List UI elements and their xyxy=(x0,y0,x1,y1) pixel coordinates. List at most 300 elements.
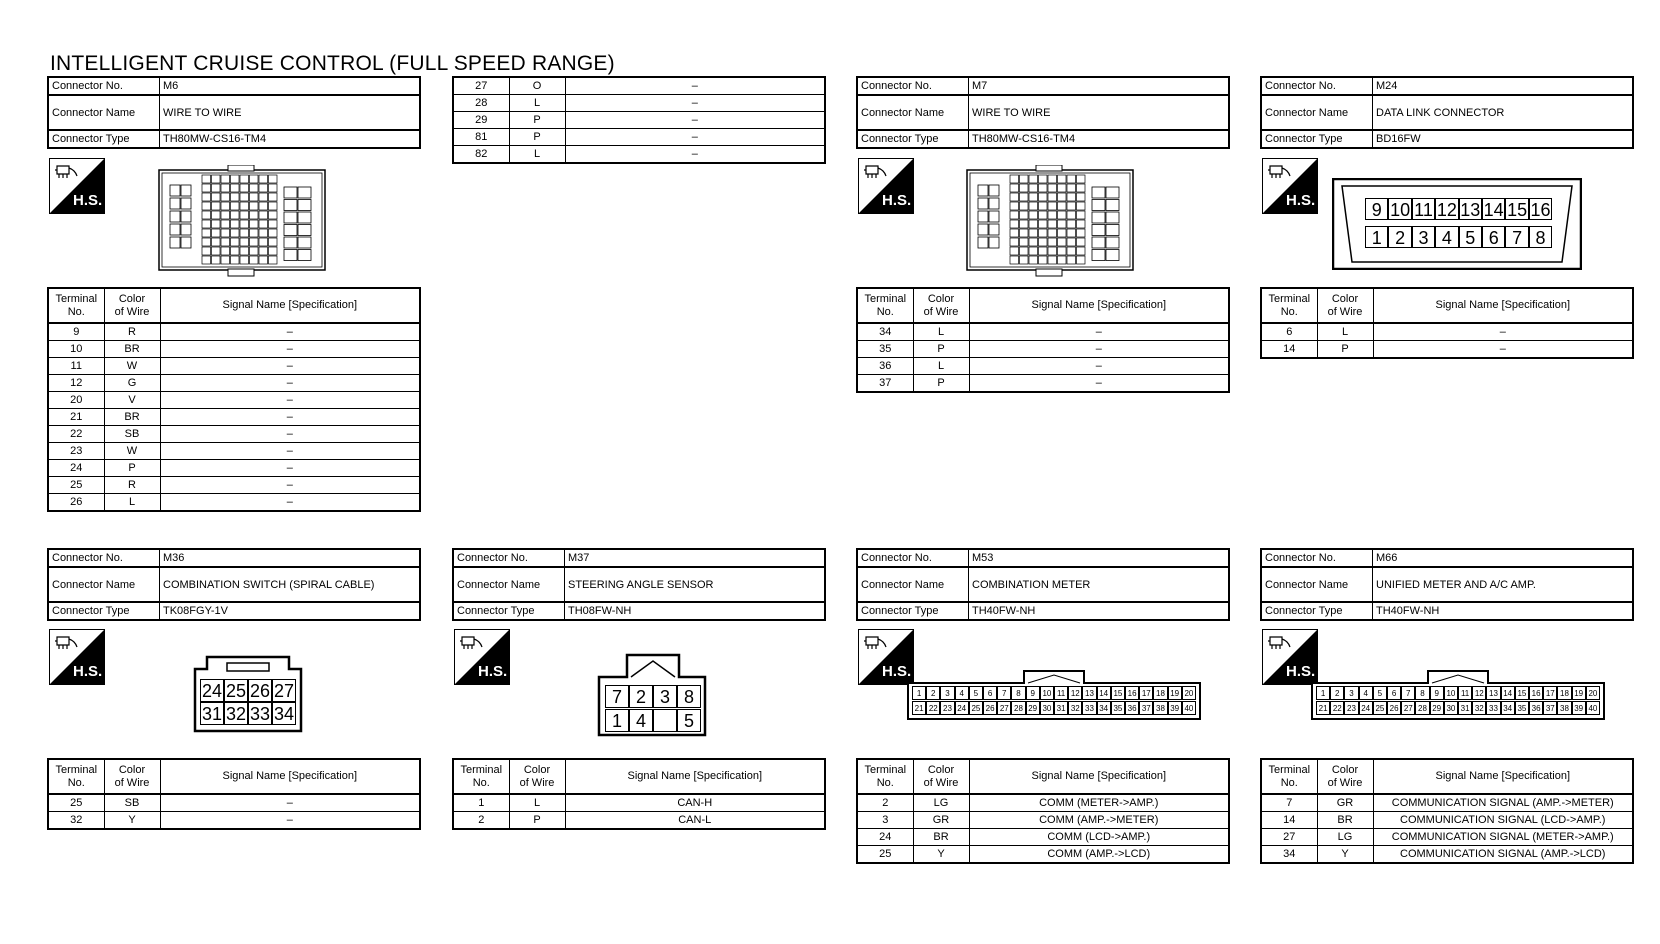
terminal-no-header: Terminal No. xyxy=(48,759,104,794)
pin-18: 18 xyxy=(1153,686,1167,700)
pin-31: 31 xyxy=(1458,701,1472,715)
signal-table-m36 xyxy=(47,758,421,830)
connector-name-label: Connector Name xyxy=(453,567,565,602)
connector-no-value: M36 xyxy=(160,549,421,567)
signal-name: – xyxy=(969,358,1229,375)
table-row xyxy=(1261,341,1633,359)
signal-name: – xyxy=(160,323,420,341)
pin-1: 1 xyxy=(1316,686,1330,700)
signal-name: CAN-H xyxy=(565,794,825,812)
table-row xyxy=(857,812,1229,829)
table-row xyxy=(453,77,825,95)
pin-38: 38 xyxy=(1153,701,1167,715)
signal-table-m53 xyxy=(856,758,1230,864)
pin-1: 1 xyxy=(912,686,926,700)
terminal-no: 24 xyxy=(48,460,104,477)
pin-12: 12 xyxy=(1472,686,1486,700)
pin-21: 21 xyxy=(912,701,926,715)
signal-name-header: Signal Name [Specification] xyxy=(565,759,825,794)
harness-side-icon xyxy=(454,629,510,685)
connector-type-value: TH80MW-CS16-TM4 xyxy=(160,130,421,148)
terminal-no: 24 xyxy=(857,829,913,846)
terminal-no-header: Terminal No. xyxy=(857,288,913,323)
pin-27: 27 xyxy=(1401,701,1415,715)
table-row xyxy=(48,794,420,812)
color-of-wire-header: Color of Wire xyxy=(1317,288,1373,323)
terminal-no: 14 xyxy=(1261,812,1317,829)
pin-37: 37 xyxy=(1139,701,1153,715)
terminal-no: 81 xyxy=(453,129,509,146)
table-row xyxy=(48,323,420,341)
pin-10: 10 xyxy=(1040,686,1054,700)
connector-no-label: Connector No. xyxy=(1261,549,1373,567)
pin-22: 22 xyxy=(926,701,940,715)
pin-5: 5 xyxy=(1373,686,1387,700)
pin-24: 24 xyxy=(1359,701,1373,715)
pin-33: 33 xyxy=(1082,701,1096,715)
connector-info-m37 xyxy=(452,548,826,621)
connector-info-table xyxy=(1260,76,1634,149)
signal-name: COMMUNICATION SIGNAL (AMP.->LCD) xyxy=(1373,846,1633,864)
wire-color: V xyxy=(104,392,160,409)
pin-10: 10 xyxy=(1390,200,1411,220)
connector-info-m7 xyxy=(856,76,1230,149)
pin-23: 23 xyxy=(1344,701,1358,715)
terminal-no: 36 xyxy=(857,358,913,375)
wire-color: P xyxy=(104,460,160,477)
pin-29: 29 xyxy=(1026,701,1040,715)
pin-empty xyxy=(653,709,677,732)
signal-name: – xyxy=(160,341,420,358)
terminal-no: 25 xyxy=(857,846,913,864)
table-row xyxy=(857,794,1229,812)
signal-name: – xyxy=(160,358,420,375)
connector-no-label: Connector No. xyxy=(857,549,969,567)
terminal-no: 35 xyxy=(857,341,913,358)
pin-13: 13 xyxy=(1082,686,1096,700)
signal-name: – xyxy=(1373,323,1633,341)
wire-color: L xyxy=(509,95,565,112)
connector-type-label: Connector Type xyxy=(48,602,160,620)
pin-13: 13 xyxy=(1460,200,1481,220)
wire-color: O xyxy=(509,77,565,95)
connector-name-value: DATA LINK CONNECTOR xyxy=(1373,95,1634,130)
connector-name-value: WIRE TO WIRE xyxy=(969,95,1230,130)
table-row xyxy=(48,409,420,426)
pin-5: 5 xyxy=(677,709,701,732)
color-of-wire-header: Color of Wire xyxy=(913,759,969,794)
pin-7: 7 xyxy=(1505,226,1528,248)
pin-4: 4 xyxy=(1359,686,1373,700)
connector-face-80pin xyxy=(966,165,1136,282)
pin-13: 13 xyxy=(1486,686,1500,700)
signal-name: – xyxy=(1373,341,1633,359)
pin-26: 26 xyxy=(1387,701,1401,715)
signal-name: – xyxy=(160,392,420,409)
connector-type-label: Connector Type xyxy=(1261,602,1373,620)
connector-no-value: M7 xyxy=(969,77,1230,95)
wire-color: W xyxy=(104,443,160,460)
wire-color: L xyxy=(913,323,969,341)
connector-name-label: Connector Name xyxy=(48,567,160,602)
pin-24: 24 xyxy=(955,701,969,715)
pin-35: 35 xyxy=(1515,701,1529,715)
signal-name: – xyxy=(160,375,420,392)
wire-color: L xyxy=(913,358,969,375)
terminal-no: 34 xyxy=(1261,846,1317,864)
wire-color: Y xyxy=(913,846,969,864)
color-of-wire-header: Color of Wire xyxy=(104,288,160,323)
wire-color: LG xyxy=(1317,829,1373,846)
connector-no-value: M24 xyxy=(1373,77,1634,95)
table-row xyxy=(453,794,825,812)
pin-28: 28 xyxy=(1011,701,1025,715)
signal-name: – xyxy=(160,794,420,812)
table-row xyxy=(1261,829,1633,846)
pin-40: 40 xyxy=(1182,701,1196,715)
pin-27: 27 xyxy=(273,681,295,701)
pin-31: 31 xyxy=(201,704,223,724)
pin-25: 25 xyxy=(969,701,983,715)
terminal-no-header: Terminal No. xyxy=(857,759,913,794)
pin-32: 32 xyxy=(1068,701,1082,715)
pin-25: 25 xyxy=(225,681,247,701)
table-row xyxy=(453,812,825,830)
wire-color: Y xyxy=(1317,846,1373,864)
terminal-no: 25 xyxy=(48,477,104,494)
connector-name-value: UNIFIED METER AND A/C AMP. xyxy=(1373,567,1634,602)
harness-side-icon xyxy=(49,629,105,685)
signal-name: COMM (LCD->AMP.) xyxy=(969,829,1229,846)
pin-26: 26 xyxy=(249,681,271,701)
table-row xyxy=(48,460,420,477)
terminal-no: 22 xyxy=(48,426,104,443)
terminal-no: 34 xyxy=(857,323,913,341)
table-row xyxy=(453,129,825,146)
terminal-no: 9 xyxy=(48,323,104,341)
pin-32: 32 xyxy=(1472,701,1486,715)
pin-2: 2 xyxy=(629,685,653,708)
signal-table-m7 xyxy=(856,287,1230,393)
terminal-no: 29 xyxy=(453,112,509,129)
terminal-no: 82 xyxy=(453,146,509,164)
wire-color: BR xyxy=(104,341,160,358)
table-row xyxy=(48,426,420,443)
wire-color: L xyxy=(509,794,565,812)
connector-type-value: BD16FW xyxy=(1373,130,1634,148)
pin-40: 40 xyxy=(1586,701,1600,715)
pin-20: 20 xyxy=(1182,686,1196,700)
wire-color: BR xyxy=(913,829,969,846)
signal-name: COMMUNICATION SIGNAL (METER->AMP.) xyxy=(1373,829,1633,846)
wire-color: GR xyxy=(1317,794,1373,812)
terminal-no: 7 xyxy=(1261,794,1317,812)
pin-1: 1 xyxy=(1365,226,1388,248)
wire-color: L xyxy=(509,146,565,164)
signal-name: – xyxy=(565,146,825,164)
connector-type-value: TH08FW-NH xyxy=(565,602,826,620)
connector-name-label: Connector Name xyxy=(1261,567,1373,602)
wire-color: G xyxy=(104,375,160,392)
connector-info-table xyxy=(856,548,1230,621)
terminal-no-header: Terminal No. xyxy=(48,288,104,323)
pin-4: 4 xyxy=(955,686,969,700)
pin-26: 26 xyxy=(983,701,997,715)
pin-31: 31 xyxy=(1054,701,1068,715)
pin-10: 10 xyxy=(1444,686,1458,700)
terminal-no: 11 xyxy=(48,358,104,375)
table-row xyxy=(453,146,825,164)
connector-no-label: Connector No. xyxy=(48,77,160,95)
table-row xyxy=(1261,323,1633,341)
pin-16: 16 xyxy=(1125,686,1139,700)
connector-info-table xyxy=(47,76,421,149)
pin-8: 8 xyxy=(1415,686,1429,700)
connector-info-m36 xyxy=(47,548,421,621)
terminal-no: 23 xyxy=(48,443,104,460)
pin-11: 11 xyxy=(1054,686,1068,700)
pin-11: 11 xyxy=(1458,686,1472,700)
pin-7: 7 xyxy=(1401,686,1415,700)
harness-side-icon xyxy=(1262,158,1318,214)
pin-11: 11 xyxy=(1412,198,1435,220)
connector-no-value: M66 xyxy=(1373,549,1634,567)
pin-14: 14 xyxy=(1097,686,1111,700)
connector-info-table xyxy=(452,548,826,621)
pin-2: 2 xyxy=(1330,686,1344,700)
pin-28: 28 xyxy=(1415,701,1429,715)
terminal-no: 3 xyxy=(857,812,913,829)
pin-14: 14 xyxy=(1483,200,1504,220)
terminal-no: 2 xyxy=(857,794,913,812)
terminal-no: 27 xyxy=(1261,829,1317,846)
connector-no-value: M37 xyxy=(565,549,826,567)
pin-32: 32 xyxy=(225,704,247,724)
wire-color: SB xyxy=(104,794,160,812)
terminal-no-header: Terminal No. xyxy=(1261,288,1317,323)
wire-color: Y xyxy=(104,812,160,830)
pin-9: 9 xyxy=(1365,198,1388,220)
connector-type-value: TH80MW-CS16-TM4 xyxy=(969,130,1230,148)
signal-name: COMM (AMP.->METER) xyxy=(969,812,1229,829)
wire-color: P xyxy=(1317,341,1373,359)
pin-24: 24 xyxy=(201,681,223,701)
table-row xyxy=(48,812,420,830)
wire-color: P xyxy=(913,375,969,393)
svg-text:H.S.: H.S. xyxy=(73,192,103,209)
wire-color: P xyxy=(509,112,565,129)
signal-name-header: Signal Name [Specification] xyxy=(969,759,1229,794)
terminal-no: 25 xyxy=(48,794,104,812)
pin-30: 30 xyxy=(1040,701,1054,715)
connector-no-label: Connector No. xyxy=(1261,77,1373,95)
wire-color: W xyxy=(104,358,160,375)
connector-face-m37 xyxy=(597,653,707,737)
connector-info-m53 xyxy=(856,548,1230,621)
connector-type-value: TK08FGY-1V xyxy=(160,602,421,620)
signal-name: – xyxy=(160,409,420,426)
terminal-no: 26 xyxy=(48,494,104,512)
terminal-no: 21 xyxy=(48,409,104,426)
connector-info-m24 xyxy=(1260,76,1634,149)
pin-34: 34 xyxy=(1501,701,1515,715)
harness-side-icon xyxy=(49,158,105,214)
signal-table-m6-continued xyxy=(452,76,826,164)
terminal-no: 28 xyxy=(453,95,509,112)
terminal-no: 14 xyxy=(1261,341,1317,359)
pin-3: 3 xyxy=(1344,686,1358,700)
connector-name-value: COMBINATION METER xyxy=(969,567,1230,602)
pin-21: 21 xyxy=(1316,701,1330,715)
terminal-no: 2 xyxy=(453,812,509,830)
signal-name: – xyxy=(160,426,420,443)
connector-info-table xyxy=(47,548,421,621)
pin-6: 6 xyxy=(1387,686,1401,700)
table-row xyxy=(48,375,420,392)
pin-22: 22 xyxy=(1330,701,1344,715)
pin-5: 5 xyxy=(969,686,983,700)
pin-19: 19 xyxy=(1572,686,1586,700)
terminal-no: 12 xyxy=(48,375,104,392)
table-row xyxy=(48,358,420,375)
wire-color: L xyxy=(104,494,160,512)
signal-name: COMM (METER->AMP.) xyxy=(969,794,1229,812)
connector-type-label: Connector Type xyxy=(857,130,969,148)
table-row xyxy=(453,112,825,129)
pin-14: 14 xyxy=(1501,686,1515,700)
pin-8: 8 xyxy=(1529,226,1552,248)
wire-color: R xyxy=(104,323,160,341)
signal-name: – xyxy=(969,341,1229,358)
signal-table-m24 xyxy=(1260,287,1634,359)
color-of-wire-header: Color of Wire xyxy=(1317,759,1373,794)
terminal-no: 6 xyxy=(1261,323,1317,341)
pin-7: 7 xyxy=(605,685,629,708)
pin-39: 39 xyxy=(1572,701,1586,715)
svg-text:H.S.: H.S. xyxy=(1286,663,1316,680)
table-row xyxy=(857,358,1229,375)
pin-3: 3 xyxy=(653,685,677,708)
pin-9: 9 xyxy=(1430,686,1444,700)
connector-name-value: STEERING ANGLE SENSOR xyxy=(565,567,826,602)
connector-name-value: WIRE TO WIRE xyxy=(160,95,421,130)
connector-info-table xyxy=(856,76,1230,149)
connector-no-value: M53 xyxy=(969,549,1230,567)
table-row xyxy=(48,477,420,494)
pin-8: 8 xyxy=(1011,686,1025,700)
pin-19: 19 xyxy=(1168,686,1182,700)
signal-name: – xyxy=(160,460,420,477)
connector-face-80pin xyxy=(158,165,328,282)
pin-12: 12 xyxy=(1436,200,1457,220)
signal-name: – xyxy=(565,129,825,146)
svg-text:H.S.: H.S. xyxy=(1286,192,1316,209)
signal-name-header: Signal Name [Specification] xyxy=(969,288,1229,323)
table-row xyxy=(48,392,420,409)
connector-name-label: Connector Name xyxy=(857,567,969,602)
terminal-no-header: Terminal No. xyxy=(453,759,509,794)
signal-table-m6 xyxy=(47,287,421,512)
table-row xyxy=(857,846,1229,864)
wire-color: GR xyxy=(913,812,969,829)
pin-30: 30 xyxy=(1444,701,1458,715)
pin-15: 15 xyxy=(1111,686,1125,700)
pin-16: 16 xyxy=(1529,686,1543,700)
table-row xyxy=(48,341,420,358)
wire-color: BR xyxy=(104,409,160,426)
signal-name: – xyxy=(565,95,825,112)
connector-info-table xyxy=(1260,548,1634,621)
pin-39: 39 xyxy=(1168,701,1182,715)
signal-name: COMM (AMP.->LCD) xyxy=(969,846,1229,864)
pin-12: 12 xyxy=(1068,686,1082,700)
svg-text:H.S.: H.S. xyxy=(882,663,912,680)
pin-8: 8 xyxy=(677,685,701,708)
pin-6: 6 xyxy=(983,686,997,700)
connector-name-label: Connector Name xyxy=(1261,95,1373,130)
signal-name: COMMUNICATION SIGNAL (LCD->AMP.) xyxy=(1373,812,1633,829)
signal-name: – xyxy=(160,494,420,512)
pin-35: 35 xyxy=(1111,701,1125,715)
pin-20: 20 xyxy=(1586,686,1600,700)
wire-color: R xyxy=(104,477,160,494)
table-row xyxy=(857,375,1229,393)
wire-color: P xyxy=(509,129,565,146)
connector-type-label: Connector Type xyxy=(453,602,565,620)
pin-6: 6 xyxy=(1482,226,1505,248)
connector-face-m24 xyxy=(1332,178,1582,270)
pin-15: 15 xyxy=(1507,200,1528,220)
wire-color: LG xyxy=(913,794,969,812)
table-row xyxy=(857,323,1229,341)
connector-name-label: Connector Name xyxy=(857,95,969,130)
pin-7: 7 xyxy=(997,686,1011,700)
pin-38: 38 xyxy=(1557,701,1571,715)
pin-4: 4 xyxy=(629,709,653,732)
pin-17: 17 xyxy=(1543,686,1557,700)
signal-name: – xyxy=(565,112,825,129)
table-row xyxy=(48,494,420,512)
signal-name-header: Signal Name [Specification] xyxy=(160,288,420,323)
harness-side-icon xyxy=(858,158,914,214)
pin-17: 17 xyxy=(1139,686,1153,700)
connector-type-value: TH40FW-NH xyxy=(1373,602,1634,620)
pin-27: 27 xyxy=(997,701,1011,715)
signal-name-header: Signal Name [Specification] xyxy=(1373,288,1633,323)
signal-name: – xyxy=(565,77,825,95)
connector-info-m66 xyxy=(1260,548,1634,621)
page-title: INTELLIGENT CRUISE CONTROL (FULL SPEED RANGE) xyxy=(50,52,615,75)
color-of-wire-header: Color of Wire xyxy=(913,288,969,323)
pin-5: 5 xyxy=(1459,226,1482,248)
pin-18: 18 xyxy=(1557,686,1571,700)
table-row xyxy=(857,341,1229,358)
pin-33: 33 xyxy=(1486,701,1500,715)
terminal-no: 1 xyxy=(453,794,509,812)
table-row xyxy=(453,95,825,112)
svg-text:H.S.: H.S. xyxy=(882,192,912,209)
signal-table-m66 xyxy=(1260,758,1634,864)
signal-name-header: Signal Name [Specification] xyxy=(160,759,420,794)
terminal-no: 37 xyxy=(857,375,913,393)
connector-type-label: Connector Type xyxy=(48,130,160,148)
signal-table-m37 xyxy=(452,758,826,830)
terminal-no: 10 xyxy=(48,341,104,358)
signal-name: COMMUNICATION SIGNAL (AMP.->METER) xyxy=(1373,794,1633,812)
terminal-no: 20 xyxy=(48,392,104,409)
pin-23: 23 xyxy=(940,701,954,715)
connector-info-m6 xyxy=(47,76,421,149)
